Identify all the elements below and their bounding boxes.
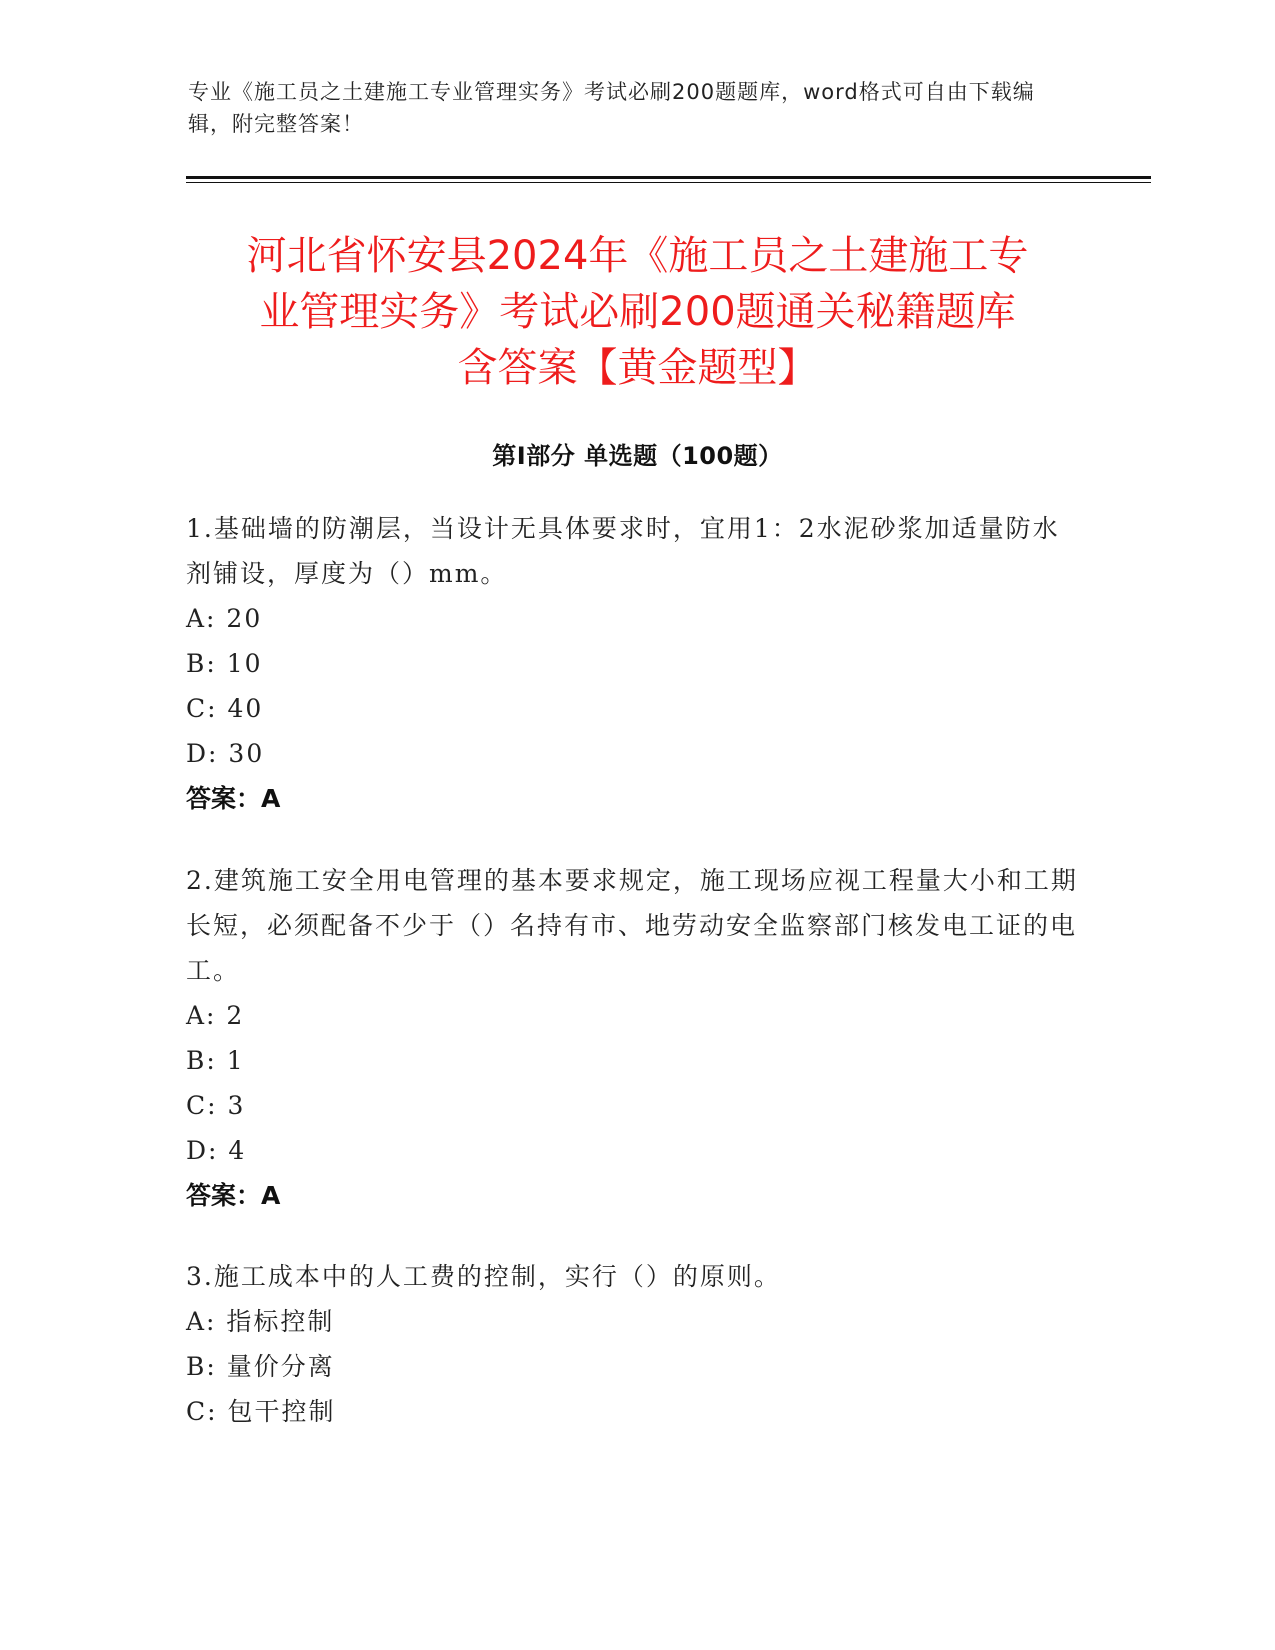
title-line-2: 业管理实务》考试必刷200题通关秘籍题库 [259,289,1016,335]
option-d: D: 30 [186,739,265,768]
option-a: A: 2 [186,1001,245,1030]
document-title [150,228,1125,396]
section-heading: 第I部分 单选题（100题） [492,442,783,470]
answer: 答案：A [186,1181,281,1210]
header-note: 专业《施工员之土建施工专业管理实务》考试必刷200题题库，word格式可自由下载编辑，附完整答案！ [188,80,1035,136]
option-b: B: 10 [186,649,263,678]
question-text: 1.基础墙的防潮层，当设计无具体要求时，宜用1：2水泥砂浆加适量防水剂铺设，厚度为（）mm。 [186,514,1060,588]
question-text: 2.建筑施工安全用电管理的基本要求规定，施工现场应视工程量大小和工期长短，必须配备不少于（）名持有市、地劳动安全监察部门核发电工证的电工。 [186,866,1078,985]
question-text: 3.施工成本中的人工费的控制，实行（）的原则。 [186,1262,781,1291]
option-d: D: 4 [186,1136,247,1165]
header-divider-thin [186,182,1151,183]
question-2 [186,858,1086,1218]
option-a: A: 指标控制 [186,1307,335,1336]
answer: 答案：A [186,784,281,813]
title-line-3: 含答案【黄金题型】 [457,345,818,391]
question-3 [186,1254,1086,1434]
title-line-1: 河北省怀安县2024年《施工员之土建施工专 [246,233,1029,279]
option-b: B: 1 [186,1046,245,1075]
option-c: C: 包干控制 [186,1397,336,1426]
option-c: C: 3 [186,1091,246,1120]
option-c: C: 40 [186,694,264,723]
option-a: A: 20 [186,604,263,633]
header-divider-thick [186,176,1151,179]
option-b: B: 量价分离 [186,1352,335,1381]
question-1 [186,506,1086,821]
